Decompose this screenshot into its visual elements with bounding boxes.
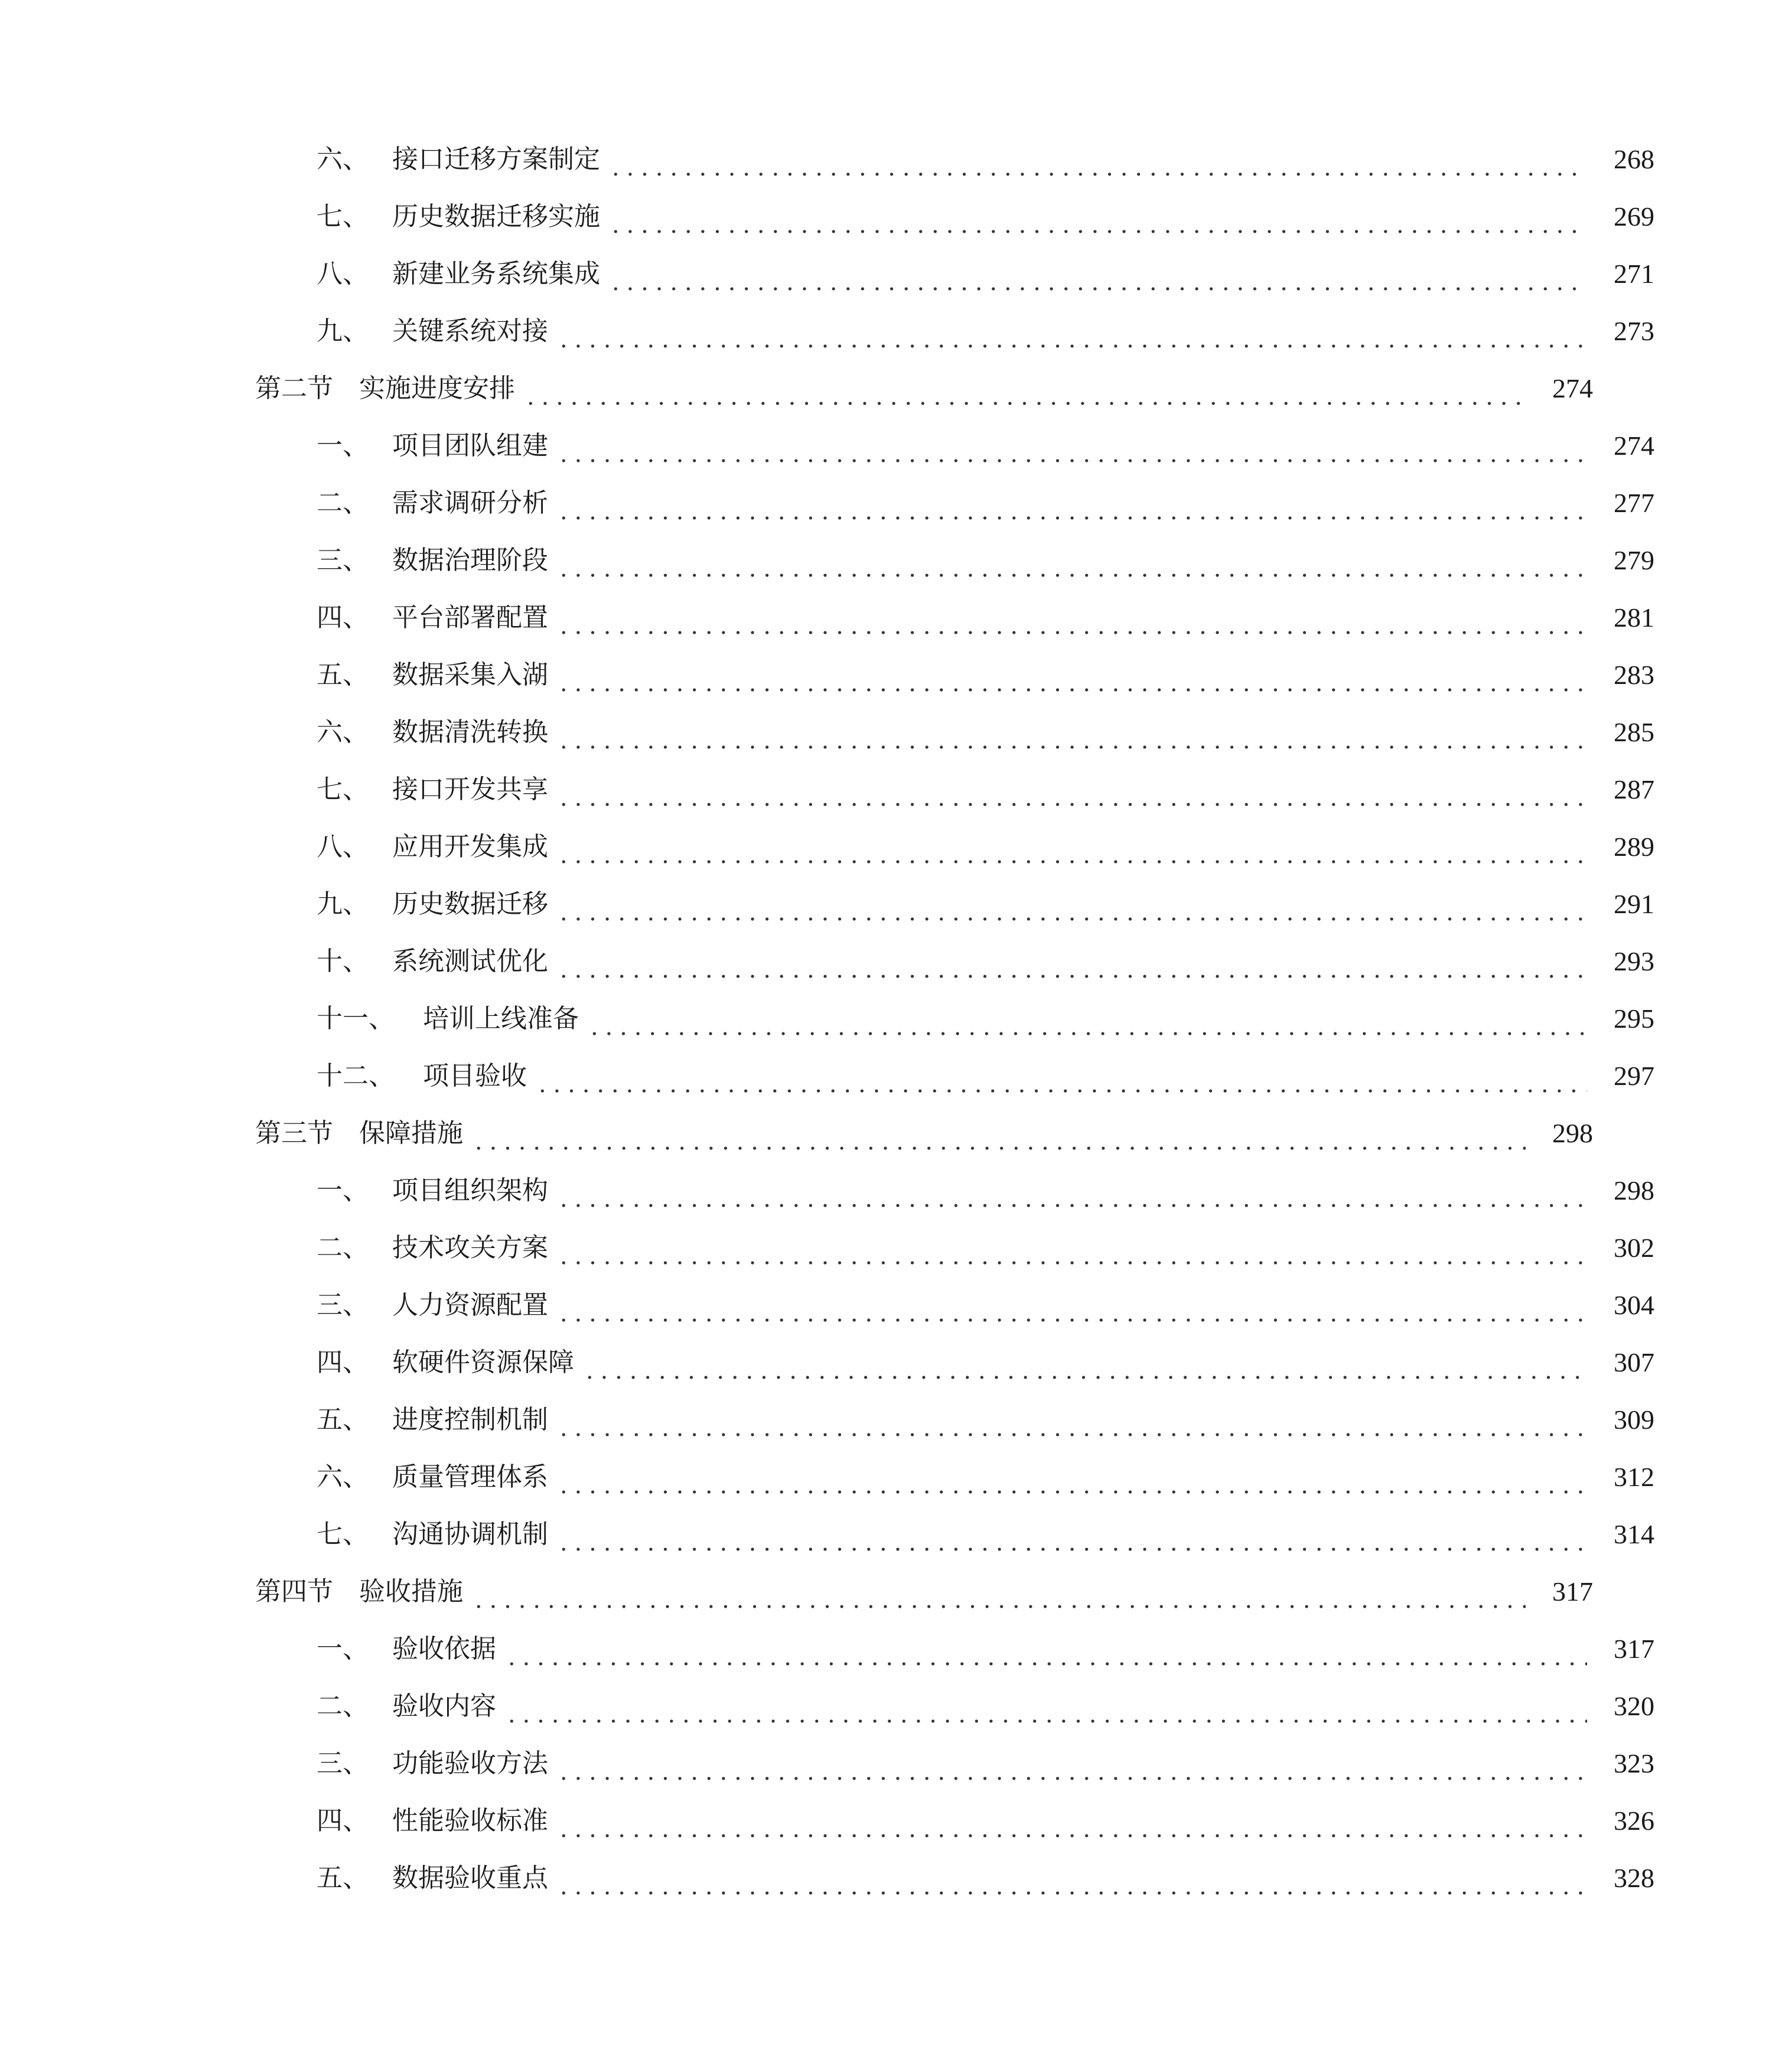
toc-entry-number: 十一、: [317, 1004, 395, 1034]
toc-entry[interactable]: [0, 1224, 1782, 1272]
toc-entry-page: 274: [1614, 431, 1654, 461]
toc-entry[interactable]: [0, 1683, 1782, 1730]
toc-dot-leader: [556, 1740, 1587, 1787]
toc-entry-title: 数据治理阶段: [392, 545, 548, 575]
toc-entry-page: 293: [1614, 946, 1654, 976]
toc-entry-number: 四、: [317, 602, 369, 633]
toc-entry-number: 十、: [317, 946, 369, 976]
toc-entry-title: 新建业务系统集成: [392, 259, 600, 289]
toc-entry[interactable]: [0, 136, 1782, 183]
toc-entry-page: 328: [1614, 1863, 1654, 1893]
toc-section-entry[interactable]: [0, 1110, 1721, 1157]
toc-entry-number: 六、: [317, 717, 369, 747]
toc-entry-page: 291: [1614, 889, 1654, 919]
toc-entry-title: 应用开发集成: [392, 832, 548, 862]
toc-entry-page: 302: [1614, 1233, 1654, 1263]
toc-entry-title: 性能验收标准: [392, 1806, 548, 1836]
toc-entry-title: 保障措施: [359, 1118, 463, 1148]
toc-entry-number: 一、: [317, 1634, 369, 1664]
toc-section-entry[interactable]: [0, 1568, 1721, 1615]
toc-entry-title: 进度控制机制: [392, 1405, 548, 1435]
toc-entry-title: 数据清洗转换: [392, 717, 548, 747]
toc-entry-number: 二、: [317, 1691, 369, 1721]
toc-entry-title: 质量管理体系: [392, 1462, 548, 1492]
toc-entry-title: 关键系统对接: [392, 316, 548, 346]
toc-entry-page: 285: [1614, 717, 1654, 747]
toc-entry-title: 接口开发共享: [392, 774, 548, 804]
toc-dot-leader: [556, 1282, 1587, 1329]
toc-dot-leader: [471, 1110, 1526, 1157]
toc-entry-title: 历史数据迁移实施: [392, 201, 600, 232]
toc-entry-title: 历史数据迁移: [392, 889, 548, 919]
toc-entry-number: 七、: [317, 1519, 369, 1549]
toc-entry-number: 四、: [317, 1347, 369, 1377]
toc-dot-leader: [523, 365, 1526, 412]
toc-entry-number: 第三节: [255, 1118, 333, 1148]
toc-entry[interactable]: [0, 594, 1782, 641]
toc-entry-number: 五、: [317, 660, 369, 690]
toc-dot-leader: [556, 938, 1587, 985]
toc-entry[interactable]: [0, 995, 1782, 1042]
toc-entry[interactable]: [0, 1339, 1782, 1386]
toc-entry-page: 298: [1552, 1118, 1593, 1148]
toc-entry[interactable]: [0, 1740, 1782, 1787]
toc-entry-page: 279: [1614, 545, 1654, 575]
toc-entry-title: 培训上线准备: [423, 1004, 579, 1034]
toc-entry-number: 一、: [317, 1175, 369, 1206]
toc-dot-leader: [608, 136, 1587, 183]
toc-entry-number: 三、: [317, 1748, 369, 1778]
toc-entry-title: 项目组织架构: [392, 1175, 548, 1206]
toc-entry-number: 六、: [317, 144, 369, 174]
toc-entry-page: 273: [1614, 316, 1654, 346]
toc-entry-number: 一、: [317, 431, 369, 461]
toc-entry-title: 需求调研分析: [392, 488, 548, 518]
toc-dot-leader: [556, 1855, 1587, 1902]
toc-entry-number: 二、: [317, 488, 369, 518]
toc-entry-number: 八、: [317, 832, 369, 862]
toc-entry-page: 289: [1614, 832, 1654, 862]
toc-section-entry[interactable]: [0, 365, 1721, 412]
toc-entry[interactable]: [0, 480, 1782, 527]
toc-dot-leader: [504, 1683, 1587, 1730]
toc-dot-leader: [556, 594, 1587, 641]
toc-entry-number: 三、: [317, 545, 369, 575]
toc-entry[interactable]: [0, 1855, 1782, 1902]
toc-entry[interactable]: [0, 193, 1782, 240]
toc-dot-leader: [556, 1511, 1587, 1558]
toc-entry-page: 326: [1614, 1806, 1654, 1836]
toc-entry-title: 实施进度安排: [359, 373, 515, 403]
toc-entry-page: 312: [1614, 1462, 1654, 1492]
toc-entry[interactable]: [0, 766, 1782, 813]
toc-entry-title: 平台部署配置: [392, 602, 548, 633]
toc-dot-leader: [556, 1454, 1587, 1501]
toc-entry-page: 269: [1614, 201, 1654, 232]
toc-entry[interactable]: [0, 1511, 1782, 1558]
toc-entry-title: 数据验收重点: [392, 1863, 548, 1893]
toc-dot-leader: [556, 480, 1587, 527]
toc-entry[interactable]: [0, 651, 1782, 699]
toc-entry[interactable]: [0, 1454, 1782, 1501]
toc-entry[interactable]: [0, 1167, 1782, 1214]
toc-entry-title: 接口迁移方案制定: [392, 144, 600, 174]
toc-entry-number: 九、: [317, 316, 369, 346]
toc-entry-title: 系统测试优化: [392, 946, 548, 976]
toc-entry-number: 七、: [317, 201, 369, 232]
toc-entry-page: 268: [1614, 144, 1654, 174]
toc-entry[interactable]: [0, 422, 1782, 470]
toc-entry[interactable]: [0, 1797, 1782, 1845]
toc-entry-number: 八、: [317, 259, 369, 289]
toc-entry-page: 295: [1614, 1004, 1654, 1034]
toc-dot-leader: [556, 308, 1587, 355]
toc-entry-number: 七、: [317, 774, 369, 804]
toc-entry[interactable]: [0, 709, 1782, 756]
toc-dot-leader: [556, 537, 1587, 584]
toc-entry-page: 271: [1614, 259, 1654, 289]
toc-entry-number: 五、: [317, 1405, 369, 1435]
toc-entry[interactable]: [0, 1625, 1782, 1673]
toc-entry-number: 十二、: [317, 1061, 395, 1091]
toc-entry[interactable]: [0, 250, 1782, 298]
toc-dot-leader: [556, 766, 1587, 813]
toc-entry-title: 验收依据: [392, 1634, 496, 1664]
toc-entry-title: 功能验收方法: [392, 1748, 548, 1778]
toc-entry-number: 九、: [317, 889, 369, 919]
toc-entry[interactable]: [0, 1396, 1782, 1444]
toc-entry-title: 项目团队组建: [392, 431, 548, 461]
toc-dot-leader: [582, 1339, 1587, 1386]
toc-entry[interactable]: [0, 1282, 1782, 1329]
toc-entry-page: 277: [1614, 488, 1654, 518]
toc-dot-leader: [504, 1625, 1587, 1673]
toc-entry-page: 298: [1614, 1175, 1654, 1206]
toc-entry-number: 第四节: [255, 1576, 333, 1607]
toc-entry-page: 297: [1614, 1061, 1654, 1091]
toc-entry-page: 283: [1614, 660, 1654, 690]
toc-dot-leader: [556, 422, 1587, 470]
toc-entry-number: 三、: [317, 1290, 369, 1320]
toc-dot-leader: [556, 881, 1587, 928]
toc-dot-leader: [556, 651, 1587, 699]
toc-entry-number: 四、: [317, 1806, 369, 1836]
toc-entry-title: 验收内容: [392, 1691, 496, 1721]
toc-entry-page: 317: [1552, 1576, 1593, 1607]
toc-entry-title: 技术攻关方案: [392, 1233, 548, 1263]
toc-dot-leader: [535, 1053, 1587, 1100]
toc-entry-page: 320: [1614, 1691, 1654, 1721]
toc-entry-title: 沟通协调机制: [392, 1519, 548, 1549]
toc-dot-leader: [587, 995, 1587, 1042]
toc-entry-page: 323: [1614, 1748, 1654, 1778]
toc-dot-leader: [556, 1224, 1587, 1272]
toc-entry-page: 309: [1614, 1405, 1654, 1435]
toc-entry-title: 项目验收: [423, 1061, 527, 1091]
toc-entry-title: 软硬件资源保障: [392, 1347, 574, 1377]
toc-dot-leader: [608, 193, 1587, 240]
toc-entry-page: 281: [1614, 602, 1654, 633]
toc-entry[interactable]: [0, 1053, 1782, 1100]
toc-entry[interactable]: [0, 308, 1782, 355]
toc-entry-number: 第二节: [255, 373, 333, 403]
toc-dot-leader: [608, 250, 1587, 298]
toc-entry-page: 287: [1614, 774, 1654, 804]
toc-entry-title: 数据采集入湖: [392, 660, 548, 690]
toc-entry[interactable]: [0, 823, 1782, 871]
toc-entry-title: 人力资源配置: [392, 1290, 548, 1320]
toc-dot-leader: [556, 1396, 1587, 1444]
toc-entry[interactable]: [0, 938, 1782, 985]
toc-entry-number: 二、: [317, 1233, 369, 1263]
toc-entry[interactable]: [0, 881, 1782, 928]
toc-dot-leader: [556, 709, 1587, 756]
toc-entry-page: 304: [1614, 1290, 1654, 1320]
toc-entry-page: 317: [1614, 1634, 1654, 1664]
toc-entry-page: 314: [1614, 1519, 1654, 1549]
toc-dot-leader: [556, 1797, 1587, 1845]
toc-entry[interactable]: [0, 537, 1782, 584]
toc-dot-leader: [471, 1568, 1526, 1615]
toc-entry-number: 六、: [317, 1462, 369, 1492]
toc-dot-leader: [556, 1167, 1587, 1214]
toc-entry-number: 五、: [317, 1863, 369, 1893]
toc-entry-title: 验收措施: [359, 1576, 463, 1607]
toc-entry-page: 307: [1614, 1347, 1654, 1377]
toc-entry-page: 274: [1552, 373, 1593, 403]
toc-dot-leader: [556, 823, 1587, 871]
